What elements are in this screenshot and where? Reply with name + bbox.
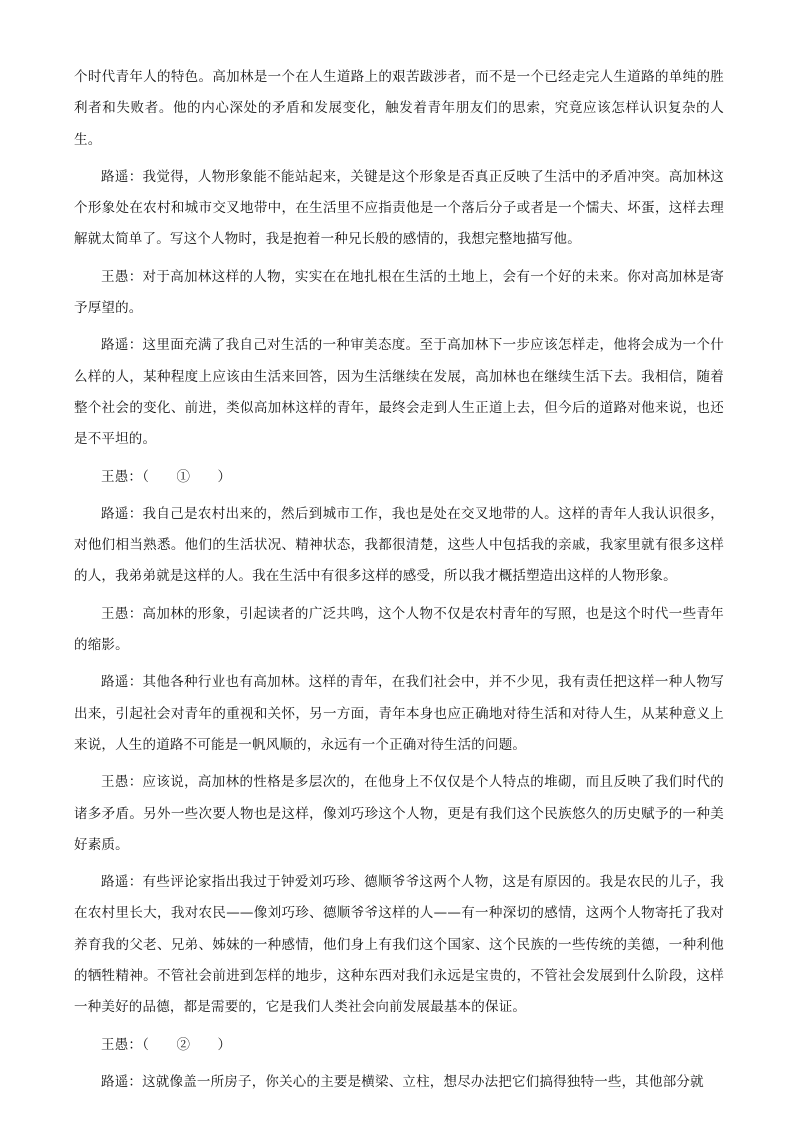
paragraph-continuation: 个时代青年人的特色。高加林是一个在人生道路上的艰苦跋涉者，而不是一个已经走完人生道路的单纯的胜利者和失败者。他的内心深处的矛盾和发展变化，触发着青年朋友们的思索，究竟应该怎样认识复杂的人生。 bbox=[74, 69, 724, 148]
paragraph-luyao-1: 路遥：我觉得，人物形象能不能站起来，关键是这个形象是否真正反映了生活中的矛盾冲突。高加林这个形象处在农村和城市交叉地带中，在生活里不应指责他是一个落后分子或者是一个懦夫、坏蛋，这样去理解就太简单了。写这个人物时，我是抱着一种兄长般的感情的，我想完整地描写他。 bbox=[74, 168, 724, 248]
paragraph-luyao-5: 路遥：有些评论家指出我过于钟爱刘巧珍、德顺爷爷这两个人物，这是有原因的。我是农民的儿子，我在农村里长大，我对农民——像刘巧珍、德顺爷爷这样的人——有一种深切的感情，这两个人物寄托了我对养育我的父老、兄弟、姊妹的一种感情，他们身上有我们这个国家、这个民族的一些传统的美德，一种利他的牺牲精神。不管社会前进到怎样的地步，这种东西对我们永远是宝贵的，不管社会发展到什么阶段，这样一种美好的品德，都是需要的，它是我们人类社会向前发展最基本的保证。 bbox=[74, 874, 724, 1016]
paragraph-wangyu-blank-1: 王愚：（ ① ） bbox=[101, 468, 232, 485]
paragraph-luyao-6: 路遥：这就像盖一所房子，你关心的主要是横梁、立柱，想尽办法把它们搞得独特一些，其他部分就 bbox=[101, 1073, 704, 1090]
paragraph-wangyu-3: 王愚：应该说，高加林的性格是多层次的，在他身上不仅仅是个人特点的堆砌，而且反映了我们时代的诸多矛盾。另外一些次要人物也是这样，像刘巧珍这个人物，更是有我们这个民族悠久的历史赋予的一种美好素质。 bbox=[74, 774, 724, 853]
paragraph-luyao-3: 路遥：我自己是农村出来的，然后到城市工作，我也是处在交叉地带的人。这样的青年人我认识很多，对他们相当熟悉。他们的生活状况、精神状态，我都很清楚，这些人中包括我的亲戚，我家里就有很多这样的人，我弟弟就是这样的人。我在生活中有很多这样的感受，所以我才概括塑造出这样的人物形象。 bbox=[74, 505, 724, 585]
paragraph-wangyu-1: 王愚：对于高加林这样的人物，实实在在地扎根在生活的土地上，会有一个好的未来。你对高加林是寄予厚望的。 bbox=[74, 268, 724, 317]
paragraph-wangyu-blank-2: 王愚：（ ② ） bbox=[101, 1036, 232, 1053]
paragraph-luyao-4: 路遥：其他各种行业也有高加林。这样的青年，在我们社会中，并不少见，我有责任把这样一种人物写出来，引起社会对青年的重视和关怀，另一方面，青年本身也应正确地对待生活和对待人生，从某种意义上来说，人生的道路不可能是一帆风顺的，永远有一个正确对待生活的问题。 bbox=[74, 674, 724, 753]
paragraph-luyao-2: 路遥：这里面充满了我自己对生活的一种审美态度。至于高加林下一步应该怎样走，他将会成为一个什么样的人，某种程度上应该由生活来回答，因为生活继续在发展，高加林也在继续生活下去。我相信，随着整个社会的变化、前进，类似高加林这样的青年，最终会走到人生正道上去，但今后的道路对他来说，也还是不平坦的。 bbox=[74, 337, 724, 448]
paragraph-wangyu-2: 王愚：高加林的形象，引起读者的广泛共鸣，这个人物不仅是农村青年的写照，也是这个时代一些青年的缩影。 bbox=[74, 605, 724, 654]
document-page bbox=[74, 62, 724, 1104]
